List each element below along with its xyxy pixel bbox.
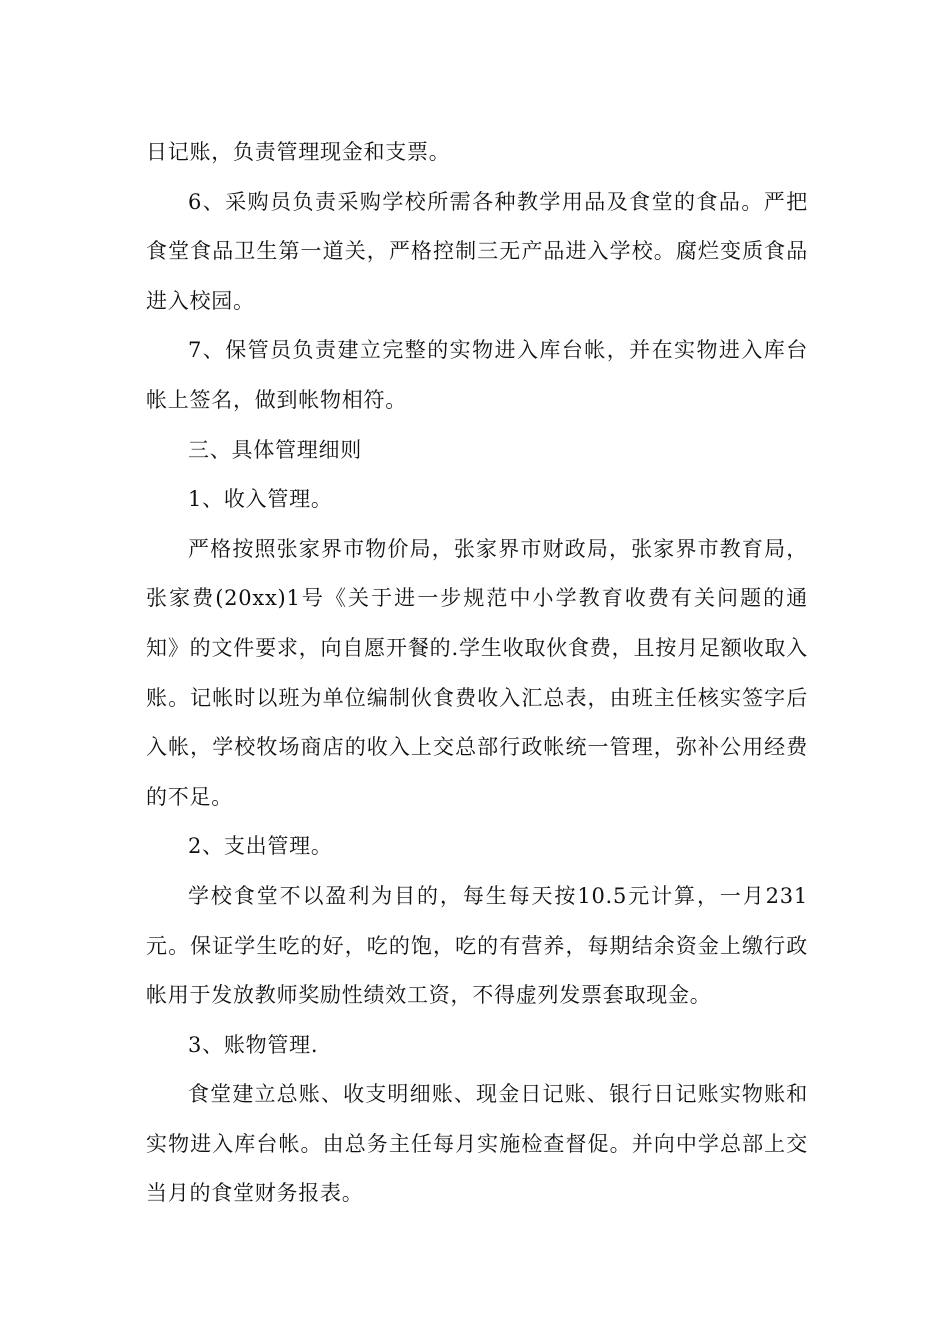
subheading-expense: 2、支出管理。 (188, 834, 333, 859)
document-body (146, 128, 808, 1219)
subheading-income: 1、收入管理。 (188, 487, 333, 512)
paragraph-accounts: 食堂建立总账、收支明细账、现金日记账、银行日记账实物账和实物进入库台帐。由总务主任每月实施检查督促。并向中学总部上交当月的食堂财务报表。 (146, 1082, 808, 1206)
paragraph-2: 6、采购员负责采购学校所需各种教学用品及食堂的食品。严把食堂食品卫生第一道关，严格控制三无产品进入学校。腐烂变质食品进入校园。 (146, 189, 808, 313)
paragraph-1: 日记账，负责管理现金和支票。 (146, 140, 451, 164)
paragraph-3: 7、保管员负责建立完整的实物进入库台帐，并在实物进入库台帐上签名，做到帐物相符。 (146, 338, 808, 412)
subheading-accounts: 3、账物管理. (188, 1032, 319, 1057)
paragraph-income: 严格按照张家界市物价局，张家界市财政局，张家界市教育局，张家费(20xx)1号《关于进一步规范中小学教育收费有关问题的通知》的文件要求，向自愿开餐的.学生收取伙食费，且按月足额收取入账。记帐时以班为单位编制伙食费收入汇总表，由班主任核实签字后入帐，学校牧场商店的收入上交总部行政帐统一管理，弥补公用经费的不足。 (146, 536, 808, 809)
section-heading: 三、具体管理细则 (188, 437, 362, 462)
paragraph-expense: 学校食堂不以盈利为目的，每生每天按10.5元计算，一月231元。保证学生吃的好，吃的饱，吃的有营养，每期结余资金上缴行政帐用于发放教师奖励性绩效工资，不得虚列发票套取现金。 (146, 883, 808, 1008)
